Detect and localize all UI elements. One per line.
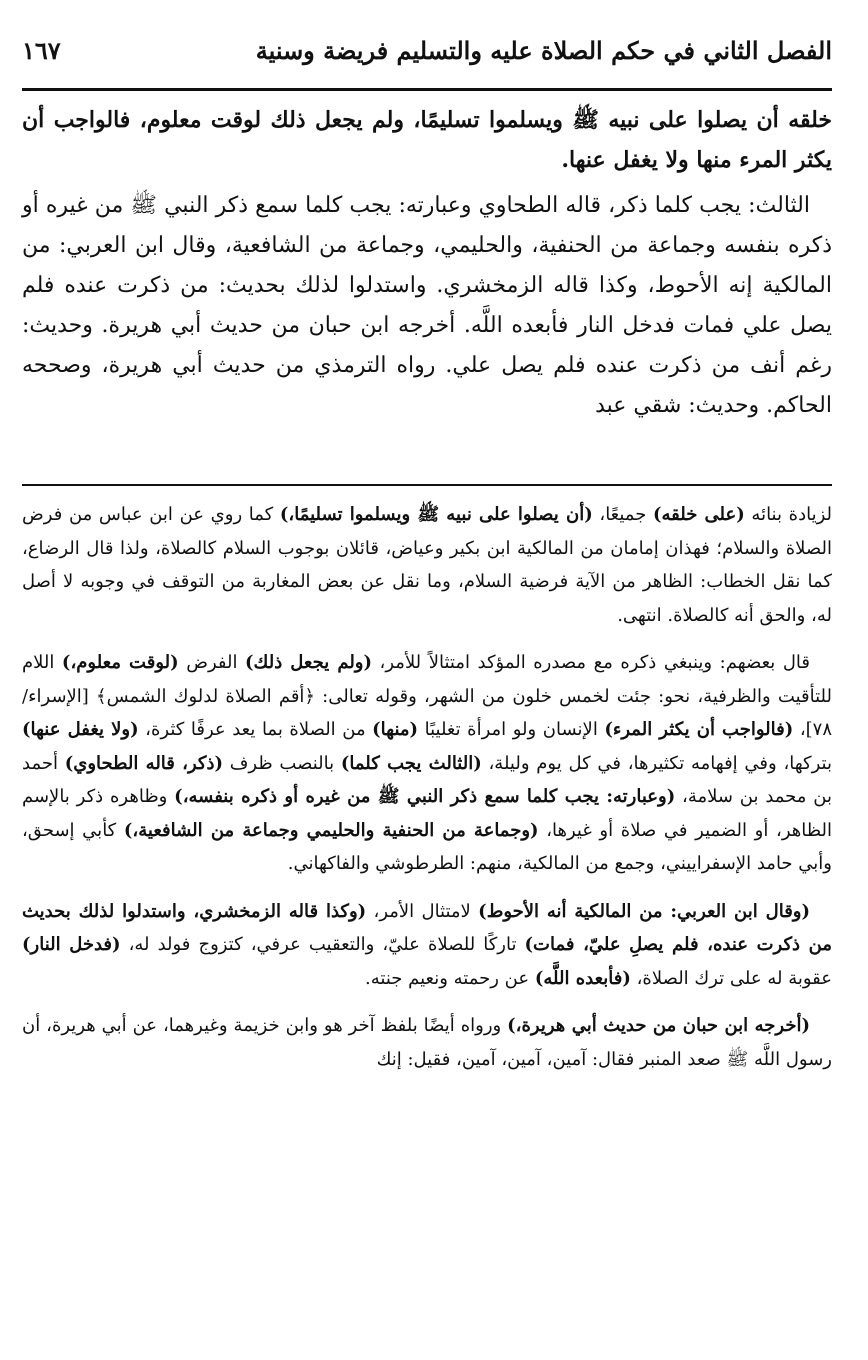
quoted-text: (فالواجب أن يكثر المرء) xyxy=(604,719,794,740)
commentary-text: لزيادة بنائه xyxy=(744,504,833,525)
commentary-text: كما روي عن ابن عباس من فرض الصلاة والسلام؛ فهذان إمامان من المالكية ابن بكير وعياض، قائلان بوجوب السلام كالصلاة، ولذا قال الرضاع، كما نقل الخطاب: الظاهر من الآية فرضية السلام، وما نقل عن بعض المغاربة من التوقف في وجوبه لا أصل له، والحق أنه كالصلاة. انتهى. xyxy=(22,504,832,626)
quoted-text: (ولا يغفل عنها) xyxy=(22,719,139,740)
quoted-text: (ولم يجعل ذلك) xyxy=(245,652,373,673)
quoted-text: (فدخل النار) xyxy=(22,934,121,955)
footnote-divider xyxy=(22,484,832,486)
main-paragraph-1: خلقه أن يصلوا على نبيه ﷺ ويسلموا تسليمًا، ولم يجعل ذلك لوقت معلوم، فالواجب أن يكثر المرء منها ولا يغفل عنها. xyxy=(22,107,832,173)
quoted-text: (أن يصلوا على نبيه ﷺ ويسلموا تسليمًا،) xyxy=(279,504,593,525)
commentary-text: عن رحمته ونعيم جنته. xyxy=(365,967,535,989)
commentary-text: بتركها، وفي إفهامه تكثيرها، في كل يوم وليلة، xyxy=(481,752,832,774)
quoted-text: (وجماعة من الحنفية والحليمي وجماعة من الشافعية،) xyxy=(123,819,539,841)
commentary-text: لامتثال الأمر، xyxy=(366,900,479,922)
quoted-text: (أخرجه ابن حبان من حديث أبي هريرة،) xyxy=(507,1015,810,1036)
main-paragraph-2-text: الثالث: يجب كلما ذكر، قاله الطحاوي وعبارته: يجب كلما سمع ذكر النبي ﷺ من غيره أو ذكره بنفسه وجماعة من الحنفية، والحليمي، وجماعة من الشافعية، وقال ابن العربي: من المالكية إنه الأحوط، وكذا قاله الزمخشري. واستدلوا لذلك بحديث: من ذكرت عنده فلم يصل علي فمات فدخل النار فأبعده اللَّه. أخرجه ابن حبان من حديث أبي هريرة. وحديث: رغم أنف من ذكرت عنده فلم يصل علي. رواه الترمذي من حديث أبي هريرة، وصححه الحاكم. وحديث: شقي عبد xyxy=(22,193,832,418)
commentary-text: الفرض xyxy=(178,652,246,673)
quoted-text: (الثالث يجب كلما) xyxy=(340,752,482,774)
main-text xyxy=(22,100,832,426)
quoted-text: (وقال ابن العربي: من المالكية أنه الأحوط) xyxy=(478,900,811,922)
quoted-text: (وعبارته: يجب كلما سمع ذكر النبي ﷺ من غيره أو ذكره بنفسه،) xyxy=(174,786,676,807)
running-title: الفصل الثاني في حكم الصلاة عليه والتسليم فريضة وسنية xyxy=(255,36,832,65)
quoted-text: (منها) xyxy=(372,719,419,740)
commentary-text: من الصلاة بما يعد عرفًا كثرة، xyxy=(138,719,373,740)
commentary-text: قال بعضهم: وينبغي ذكره مع مصدره المؤكد امتثالاً للأمر، xyxy=(372,652,811,673)
quoted-text: (على خلقه) xyxy=(652,504,745,525)
commentary-paragraph-2 xyxy=(22,646,832,881)
quoted-text: (ذكر، قاله الطحاوي) xyxy=(64,752,224,774)
commentary-paragraph-1 xyxy=(22,498,832,632)
commentary-text: اللام للتأقيت والظرفية، نحو: جئت لخمس خلون من الشهر، وقوله تعالى: ﴿أقم الصلاة لدلوك الشمس﴾ [الإسراء/٧٨]، xyxy=(22,652,832,740)
commentary-text: تاركًا للصلاة عليّ، والتعقيب عرفي، كتزوج فولد له، xyxy=(120,934,525,955)
commentary-text: أحمد بن محمد بن سلامة، xyxy=(22,752,832,807)
page-number: ١٦٧ xyxy=(22,36,61,65)
commentary-text: عقوبة له على ترك الصلاة، xyxy=(630,967,832,989)
commentary-text: وظاهره ذكر بالإسم الظاهر، أو الضمير في صلاة أو غيرها، xyxy=(22,786,832,841)
header-rule xyxy=(22,88,832,91)
book-page xyxy=(22,36,833,1070)
quoted-text: (وكذا قاله الزمخشري، واستدلوا لذلك بحديث من ذكرت عنده، فلم يصلِ عليّ، فمات) xyxy=(22,900,832,955)
main-paragraph-2 xyxy=(22,186,832,426)
commentary-text: كأبي إسحق، وأبي حامد الإسفراييني، وجمع من المالكية، منهم: الطرطوشي والفاكهاني. xyxy=(22,819,832,874)
commentary-paragraph-3 xyxy=(22,895,832,996)
commentary-text: الإنسان ولو امرأة تغليبًا xyxy=(418,719,605,740)
commentary-section xyxy=(22,498,832,1090)
commentary-paragraph-4 xyxy=(22,1009,832,1076)
commentary-text: جميعًا، xyxy=(592,504,653,525)
page-header xyxy=(22,36,832,82)
quoted-text: (لوقت معلوم،) xyxy=(61,652,179,673)
commentary-text: ورواه أيضًا بلفظ آخر هو وابن خزيمة وغيرهما، عن أبي هريرة، أن رسول اللَّه ﷺ صعد المنبر فقال: آمين، آمين، آمين، فقيل: إنك xyxy=(22,1015,832,1070)
quoted-text: (فأبعده اللَّه) xyxy=(534,967,631,989)
commentary-text: بالنصب ظرف xyxy=(223,752,341,774)
